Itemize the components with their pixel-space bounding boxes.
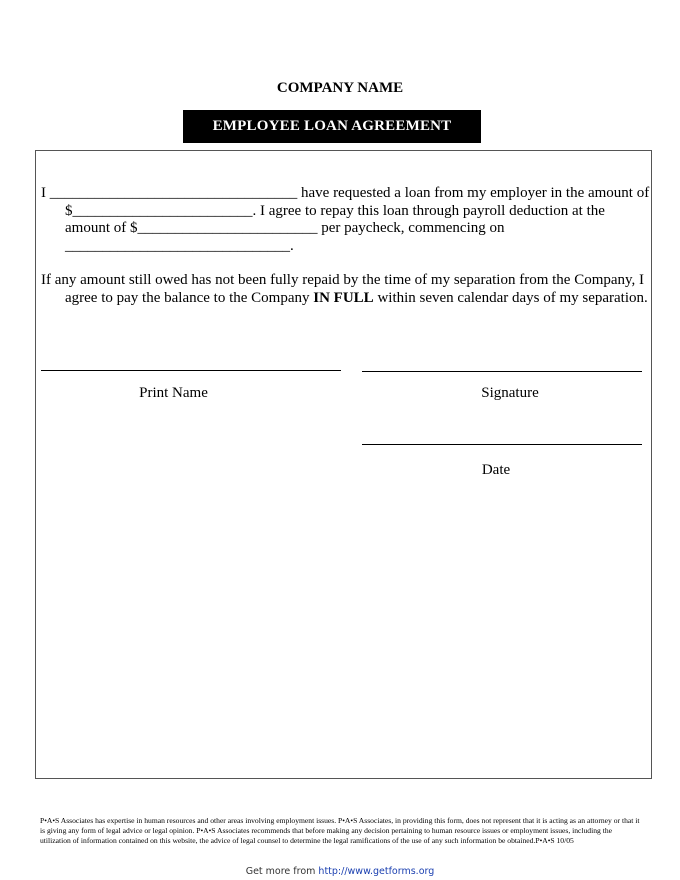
separation-paragraph	[41, 272, 651, 307]
legal-disclaimer: P•A•S Associates has expertise in human resources and other areas involving employment issues. P•A•S Associates, in providing this form, does not represent that it is acting as an attorney or that it is giving any form of legal advice or legal opinion. P•A•S Associates recommends that before making any decision pertaining to human resource issues or employment issues, including the utilization of information contained on this website, the advice of legal counsel to determine the legal ramifications of the use of any such information be obtained.P•A•S 10/05	[40, 816, 640, 845]
employee-name-blank[interactable]: _________________________________	[49, 185, 298, 201]
footer-prefix: Get more from	[245, 866, 316, 877]
loan-text-3: per paycheck, commencing on	[321, 220, 505, 236]
pronoun-i: I	[41, 185, 46, 201]
loan-text-2: . I agree to repay this loan through payroll deduction at the amount of $	[65, 202, 605, 236]
commencing-date-blank[interactable]: ______________________________	[65, 237, 290, 254]
loan-request-paragraph	[41, 185, 651, 255]
signature-label: Signature	[481, 385, 539, 401]
separation-text-2: within seven calendar days of my separation.	[377, 289, 648, 306]
loan-amount-blank[interactable]: ________________________	[72, 202, 253, 219]
loan-period: .	[290, 237, 294, 254]
company-name: COMPANY NAME	[276, 80, 404, 96]
signature-line[interactable]	[362, 371, 642, 372]
document-title-text: EMPLOYEE LOAN AGREEMENT	[212, 118, 452, 134]
date-line[interactable]	[362, 444, 642, 445]
loan-text-1: have requested a loan from my employer in the amount of $	[65, 185, 650, 219]
separation-text-1: If any amount still owed has not been fully repaid by the time of my separation from the Company, I agree to pay the balance to the Company	[41, 272, 645, 306]
print-name-label: Print Name	[139, 385, 208, 401]
footer	[0, 866, 680, 877]
document-title	[183, 110, 481, 143]
per-paycheck-blank[interactable]: ________________________	[137, 220, 318, 236]
footer-link[interactable]: http://www.getforms.org	[318, 866, 435, 877]
date-label: Date	[481, 462, 511, 478]
in-full-emphasis: IN FULL	[313, 289, 374, 306]
print-name-line[interactable]	[41, 370, 341, 371]
